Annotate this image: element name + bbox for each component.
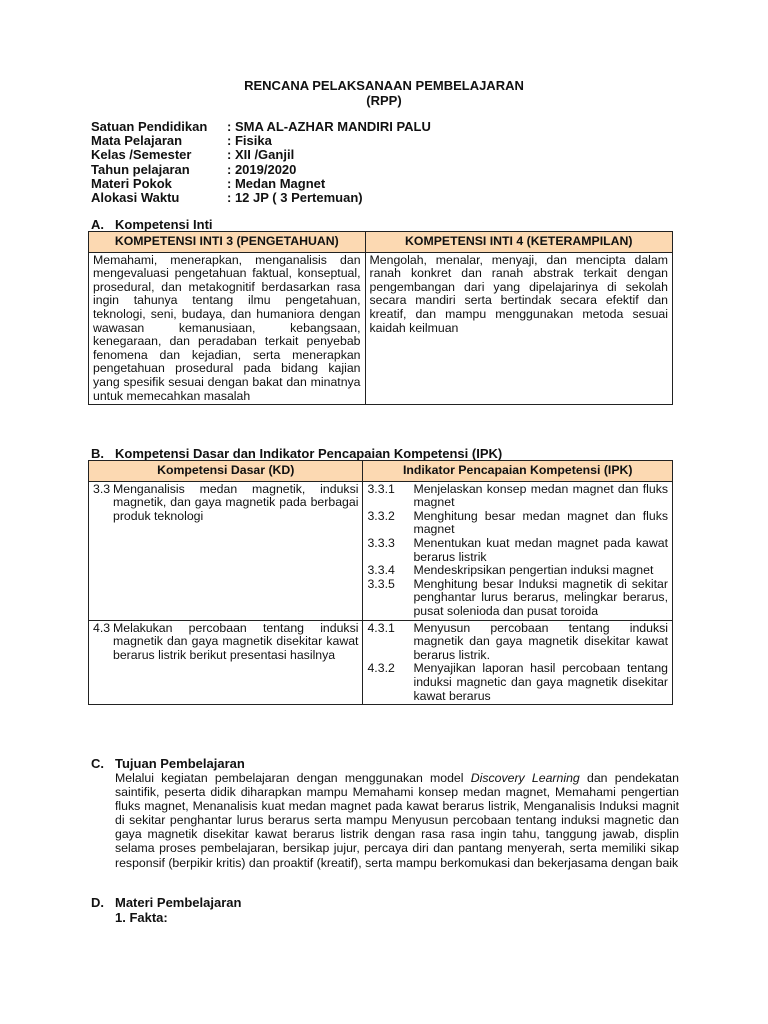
kd-cell: [89, 481, 363, 620]
kd-text: Melakukan percobaan tentang induksi magnetik dan gaya magnetik disekitar kawat berarus listrik berikut presentasi hasilnya: [113, 620, 359, 662]
ipk-text: Menyusun percobaan tentang induksi magnetik dan gaya magnetik disekitar kawat berarus listrik.: [413, 620, 668, 662]
section-title: Materi Pembelajaran: [115, 895, 242, 910]
identity-label: Materi Pokok: [91, 175, 172, 191]
section-number: B.: [91, 446, 104, 461]
kd-number: 3.3: [93, 481, 111, 496]
section-c-heading: [91, 756, 245, 771]
ipk-text: Menjelaskan konsep medan magnet dan fluks magnet: [413, 481, 668, 510]
section-number: D.: [91, 895, 104, 910]
table-row: [89, 481, 673, 620]
identity-value: : 2019/2020: [227, 161, 297, 177]
section-a-heading: [91, 217, 213, 232]
kd-text: Menganalisis medan magnetik, induksi magnetik, dan gaya magnetik pada berbagai produk teknologi: [113, 481, 359, 523]
identity-row: [91, 191, 431, 205]
section-b-heading: [91, 446, 502, 461]
doc-title: RENCANA PELAKSANAAN PEMBELAJARAN: [244, 78, 524, 93]
list-item: [367, 564, 668, 578]
ki4-text: Mengolah, menalar, menyaji, dan mencipta dalam ranah konkret dan ranah abstrak terkait dengan pengembangan dari yang dipelajarinya di sekolah secara mandiri serta bertindak secara efektif dan kreatif, dan mampu menggunakan metoda sesuai kaidah keilmuan: [365, 252, 672, 405]
identity-row: [91, 177, 431, 191]
list-item: [367, 537, 668, 564]
ipk-text: Menghitung besar medan magnet dan fluks magnet: [413, 508, 668, 537]
ipk-header: Indikator Pencapaian Kompetensi (IPK): [363, 461, 673, 482]
identity-label: Satuan Pendidikan: [91, 119, 208, 134]
ipk-text: Menyajikan laporan hasil percobaan tentang induksi magnetic dan gaya magnetik disekitar kawat berarus: [413, 661, 668, 703]
ki3-header: KOMPETENSI INTI 3 (PENGETAHUAN): [89, 232, 366, 253]
identity-row: [91, 134, 431, 148]
tujuan-text-after: dan pendekatan saintifik, peserta didik diharapkan mampu Memahami konsep medan magnet, Memahami pengertian fluks magnet, Menanalisis kuat medan magnet pada kawat berarus listrik, Menganalisis Induksi magnit di sekitar penghantar lurus berarus serta mampu Menyusun percobaan tentang induksi magnetic dan gaya magnetik disekitar kawat berarus listrik dengan rasa rasa ingin tahu, tanggung jawab, displin selama proses pembelajaran, bersikap jujur, percaya diri dan pantang menyerah, serta memiliki sikap responsif (berpikir kritis) dan proaktif (kreatif), serta mampu berkomukasi dan bekerjasama dengan baik: [115, 771, 679, 870]
section-title: Kompetensi Inti: [115, 217, 213, 232]
table-row: [89, 620, 673, 705]
tujuan-paragraph: [115, 771, 679, 870]
ipk-number: 3.3.5: [367, 576, 395, 591]
identity-label: Alokasi Waktu: [91, 190, 180, 206]
kd-cell: [89, 620, 363, 705]
list-item: [367, 662, 668, 703]
identity-row: [91, 148, 431, 162]
identity-label: Kelas /Semester: [91, 147, 192, 163]
identity-value: : XII /Ganjil: [227, 147, 295, 163]
section-number: A.: [91, 217, 104, 232]
ki3-text: Memahami, menerapkan, menganalisis dan mengevaluasi pengetahuan faktual, konseptual, prosedural, dan metakognitif berdasarkan rasa ingin tahunya tentang ilmu pengetahuan, teknologi, seni, budaya, dan humaniora dengan wawasan kemanusiaan, kebangsaan, kenegaraan, dan peradaban terkait penyebab fenomena dan kejadian, serta menerapkan pengetahuan prosedural pada bidang kajian yang spesifik sesuai dengan bakat dan minatnya untuk memecahkan masalah: [89, 252, 366, 405]
doc-subtitle: (RPP): [366, 93, 402, 108]
list-item: [367, 578, 668, 619]
identity-label: Tahun pelajaran: [91, 161, 190, 177]
tujuan-text-before: Melalui kegiatan pembelajaran dengan menggunakan model: [115, 771, 471, 785]
identity-value: : SMA AL-AZHAR MANDIRI PALU: [227, 119, 431, 134]
ipk-cell: [363, 620, 673, 705]
section-title: Tujuan Pembelajaran: [115, 756, 245, 771]
ipk-number: 4.3.2: [367, 661, 395, 676]
kd-number: 4.3: [93, 620, 111, 635]
identity-row: [91, 120, 431, 134]
identity-block: [91, 120, 431, 205]
model-name: Discovery Learning: [470, 771, 580, 785]
ipk-text: Mendeskripsikan pengertian induksi magnet: [413, 563, 654, 578]
identity-value: : Fisika: [227, 133, 272, 149]
kd-header: Kompetensi Dasar (KD): [89, 461, 363, 482]
ipk-number: 3.3.3: [367, 535, 395, 550]
identity-value: : Medan Magnet: [227, 175, 326, 191]
section-number: C.: [91, 756, 104, 771]
identity-label: Mata Pelajaran: [91, 133, 183, 149]
list-item: [367, 483, 668, 510]
ipk-number: 3.3.1: [367, 481, 395, 496]
kompetensi-inti-table: [88, 231, 673, 405]
ipk-number: 4.3.1: [367, 620, 395, 635]
identity-value: : 12 JP ( 3 Pertemuan): [227, 190, 363, 206]
ipk-number: 3.3.2: [367, 508, 395, 523]
identity-row: [91, 163, 431, 177]
ipk-number: 3.3.4: [367, 563, 395, 578]
kd-ipk-table: [88, 460, 673, 705]
ki4-header: KOMPETENSI INTI 4 (KETERAMPILAN): [365, 232, 672, 253]
ipk-text: Menentukan kuat medan magnet pada kawat berarus listrik: [413, 535, 668, 564]
ipk-text: Menghitung besar Induksi magnetik di sekitar penghantar lurus berarus, melingkar berarus, pusat solenioda dan pusat toroida: [413, 576, 668, 618]
materi-subheading: 1. Fakta:: [115, 910, 168, 925]
list-item: [367, 622, 668, 663]
section-d-heading: [91, 895, 241, 910]
ipk-cell: [363, 481, 673, 620]
section-title: Kompetensi Dasar dan Indikator Pencapaian Kompetensi (IPK): [115, 446, 503, 461]
list-item: [367, 510, 668, 537]
